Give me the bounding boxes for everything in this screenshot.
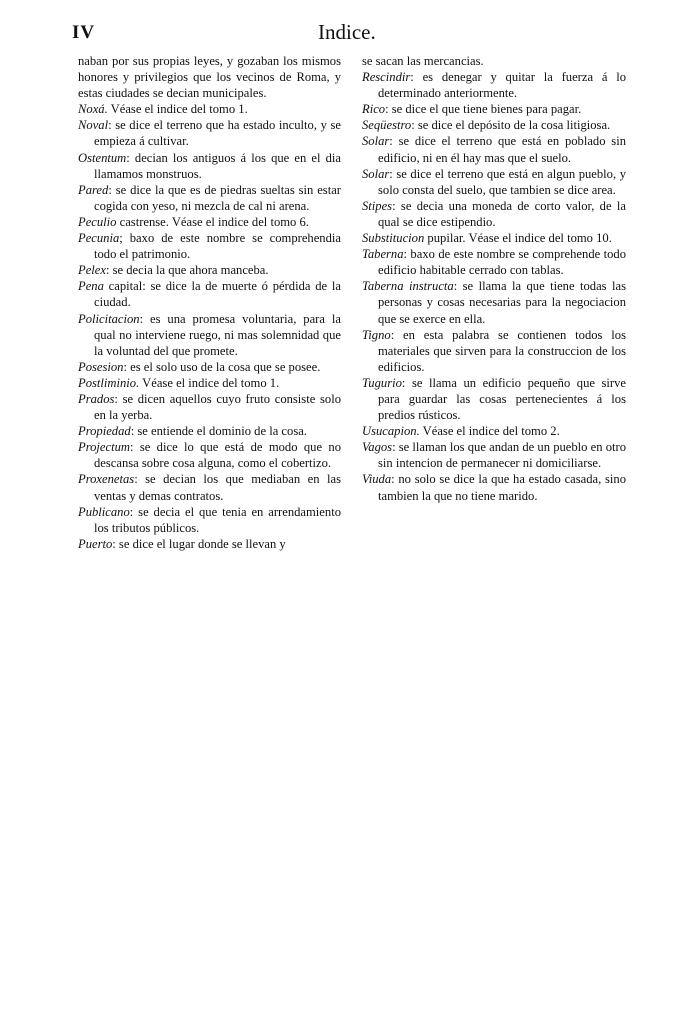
index-entry xyxy=(78,150,341,182)
entry-term: Stipes xyxy=(362,198,393,213)
index-entry xyxy=(362,423,626,439)
index-entry xyxy=(362,375,626,423)
entry-term: Propiedad xyxy=(78,424,131,439)
entry-term: Publicano xyxy=(78,504,130,519)
index-entry xyxy=(362,246,626,278)
entry-term: Substitucion xyxy=(362,231,425,246)
entry-text: : en esta palabra se contienen todos los materiales que sirven para la construccion de los edificios. xyxy=(378,327,626,374)
entry-text: naban por sus propias leyes, y gozaban los mismos honores y privilegios que los vecinos de Roma, y estas ciudades se decian municipales. xyxy=(78,54,341,101)
entry-term: Usucapion. xyxy=(362,424,420,439)
index-entry xyxy=(78,423,341,439)
page-title: Indice. xyxy=(318,20,376,44)
left-column xyxy=(78,53,341,552)
entry-text: ; baxo de este nombre se comprehendia todo el patrimonio. xyxy=(94,231,341,262)
entry-text: : baxo de este nombre se comprehende todo edificio habitable cerrado con tablas. xyxy=(378,247,626,278)
index-entry xyxy=(78,375,341,391)
entry-term: Puerto xyxy=(78,536,113,551)
index-entry xyxy=(362,101,626,117)
entry-text: : se dice el terreno que ha estado inculto, y se empieza á cultivar. xyxy=(94,118,341,149)
entry-text: : se dicen aquellos cuyo fruto consiste solo en la yerba. xyxy=(94,391,341,423)
entry-text: Véase el indice del tomo 1. xyxy=(139,375,280,390)
entry-text: castrense. Véase el indice del tomo 6. xyxy=(116,214,309,229)
index-entry xyxy=(362,166,626,198)
entry-text: se sacan las mercancias. xyxy=(362,54,484,68)
entry-text: : se decia el que tenia en arrendamiento los tributos públicos. xyxy=(94,504,341,535)
entry-term: Vagos xyxy=(362,440,393,455)
entry-term: Taberna instructa xyxy=(362,279,454,294)
entry-text: : no solo se dice la que ha estado casada, sino tambien la que no tiene marido. xyxy=(378,472,626,503)
entry-term: Seqüestro xyxy=(362,118,412,133)
index-entry xyxy=(362,439,626,471)
entry-text: : se dice el que tiene bienes para pagar. xyxy=(385,102,582,117)
entry-text: : es una promesa voluntaria, para la qual no interviene ruego, ni mas solemnidad que la voluntad del que promete. xyxy=(94,311,341,358)
entry-text: : se dice el terreno que está en poblado sin edificio, ni en él hay mas que el suelo. xyxy=(378,134,626,165)
index-entry xyxy=(78,101,341,117)
entry-term: Pared xyxy=(78,182,109,197)
entry-term: Solar xyxy=(362,166,390,181)
entry-term: Pena xyxy=(78,279,104,294)
entry-text: : se dice lo que está de modo que no descansa sobre cosa alguna, como el cobertizo. xyxy=(94,440,341,471)
entry-text: : se dice el terreno que está en algun pueblo, y solo consta del suelo, que tambien se dice area. xyxy=(378,166,626,197)
entry-term: Rescindir xyxy=(362,70,411,85)
index-entry xyxy=(362,133,626,165)
entry-term: Peculio xyxy=(78,214,117,229)
entry-text: pupilar. Véase el indice del tomo 10. xyxy=(424,231,612,246)
entry-term: Pelex xyxy=(78,263,106,278)
entry-text: : se dice el lugar donde se llevan y xyxy=(112,536,286,551)
index-entry xyxy=(78,117,341,149)
index-entry xyxy=(362,230,626,246)
entry-term: Viuda xyxy=(362,472,392,487)
entry-text: capital: se dice la de muerte ó pérdida de la ciudad. xyxy=(94,279,341,310)
entry-text: : se entiende el dominio de la cosa. xyxy=(130,424,307,439)
entry-term: Prados xyxy=(78,391,115,406)
entry-term: Ostentum xyxy=(78,150,127,165)
index-entry xyxy=(78,504,341,536)
index-entry xyxy=(362,117,626,133)
entry-term: Projectum xyxy=(78,440,130,455)
entry-text: : se dice la que es de piedras sueltas sin estar cogida con yeso, ni mezcla de cal ni arena. xyxy=(94,182,341,213)
index-entry xyxy=(78,278,341,310)
index-entry xyxy=(78,359,341,375)
entry-term: Postliminio. xyxy=(78,375,140,390)
index-entry xyxy=(78,391,341,423)
entry-term: Policitacion xyxy=(78,311,140,326)
index-entry xyxy=(78,230,341,262)
page-number: IV xyxy=(72,22,96,43)
index-entry xyxy=(78,53,341,101)
index-entry xyxy=(78,311,341,359)
entry-text: : se llama la que tiene todas las personas y cosas necesarias para la negociacion que se exerce en ella. xyxy=(378,279,626,326)
entry-text: : decian los antiguos á los que en el dia llamamos monstruos. xyxy=(94,150,341,181)
entry-text: Véase el indice del tomo 1. xyxy=(107,102,248,117)
entry-text: : es denegar y quitar la fuerza á lo determinado anteriormente. xyxy=(378,70,626,101)
entry-term: Noval xyxy=(78,118,109,133)
entry-term: Rico xyxy=(362,102,386,117)
entry-term: Tugurio xyxy=(362,375,402,390)
index-entry xyxy=(78,262,341,278)
index-entry xyxy=(362,278,626,326)
entry-term: Taberna xyxy=(362,247,404,262)
entry-text: : se decia una moneda de corto valor, de la qual se dice estipendio. xyxy=(378,198,626,229)
entry-text: : se decia la que ahora manceba. xyxy=(105,263,269,278)
index-entry xyxy=(78,214,341,230)
index-entry xyxy=(78,439,341,471)
entry-term: Proxenetas xyxy=(78,472,135,487)
entry-term: Pecunia xyxy=(78,231,120,246)
entry-text: : se decian los que mediaban en las ventas y demas contratos. xyxy=(94,472,341,503)
entry-text: : se llaman los que andan de un pueblo en otro sin intencion de permanecer ni domiciliarse. xyxy=(378,440,626,471)
right-column xyxy=(362,53,626,504)
entry-term: Solar xyxy=(362,134,390,149)
index-entry xyxy=(362,327,626,375)
entry-text: : se dice el depósito de la cosa litigiosa. xyxy=(411,118,611,133)
index-entry xyxy=(362,198,626,230)
entry-term: Noxá. xyxy=(78,102,108,117)
index-entry xyxy=(362,53,626,69)
index-entry xyxy=(362,471,626,503)
entry-text: : es el solo uso de la cosa que se posee. xyxy=(123,359,321,374)
index-entry xyxy=(78,536,341,552)
entry-text: Véase el indice del tomo 2. xyxy=(419,424,560,439)
entry-text: : se llama un edificio pequeño que sirve para guardar las cosas pertenecientes á los predios rústicos. xyxy=(378,375,626,423)
index-entry xyxy=(362,69,626,101)
entry-term: Posesion xyxy=(78,359,124,374)
index-entry xyxy=(78,471,341,503)
index-entry xyxy=(78,182,341,214)
entry-term: Tigno xyxy=(362,327,391,342)
